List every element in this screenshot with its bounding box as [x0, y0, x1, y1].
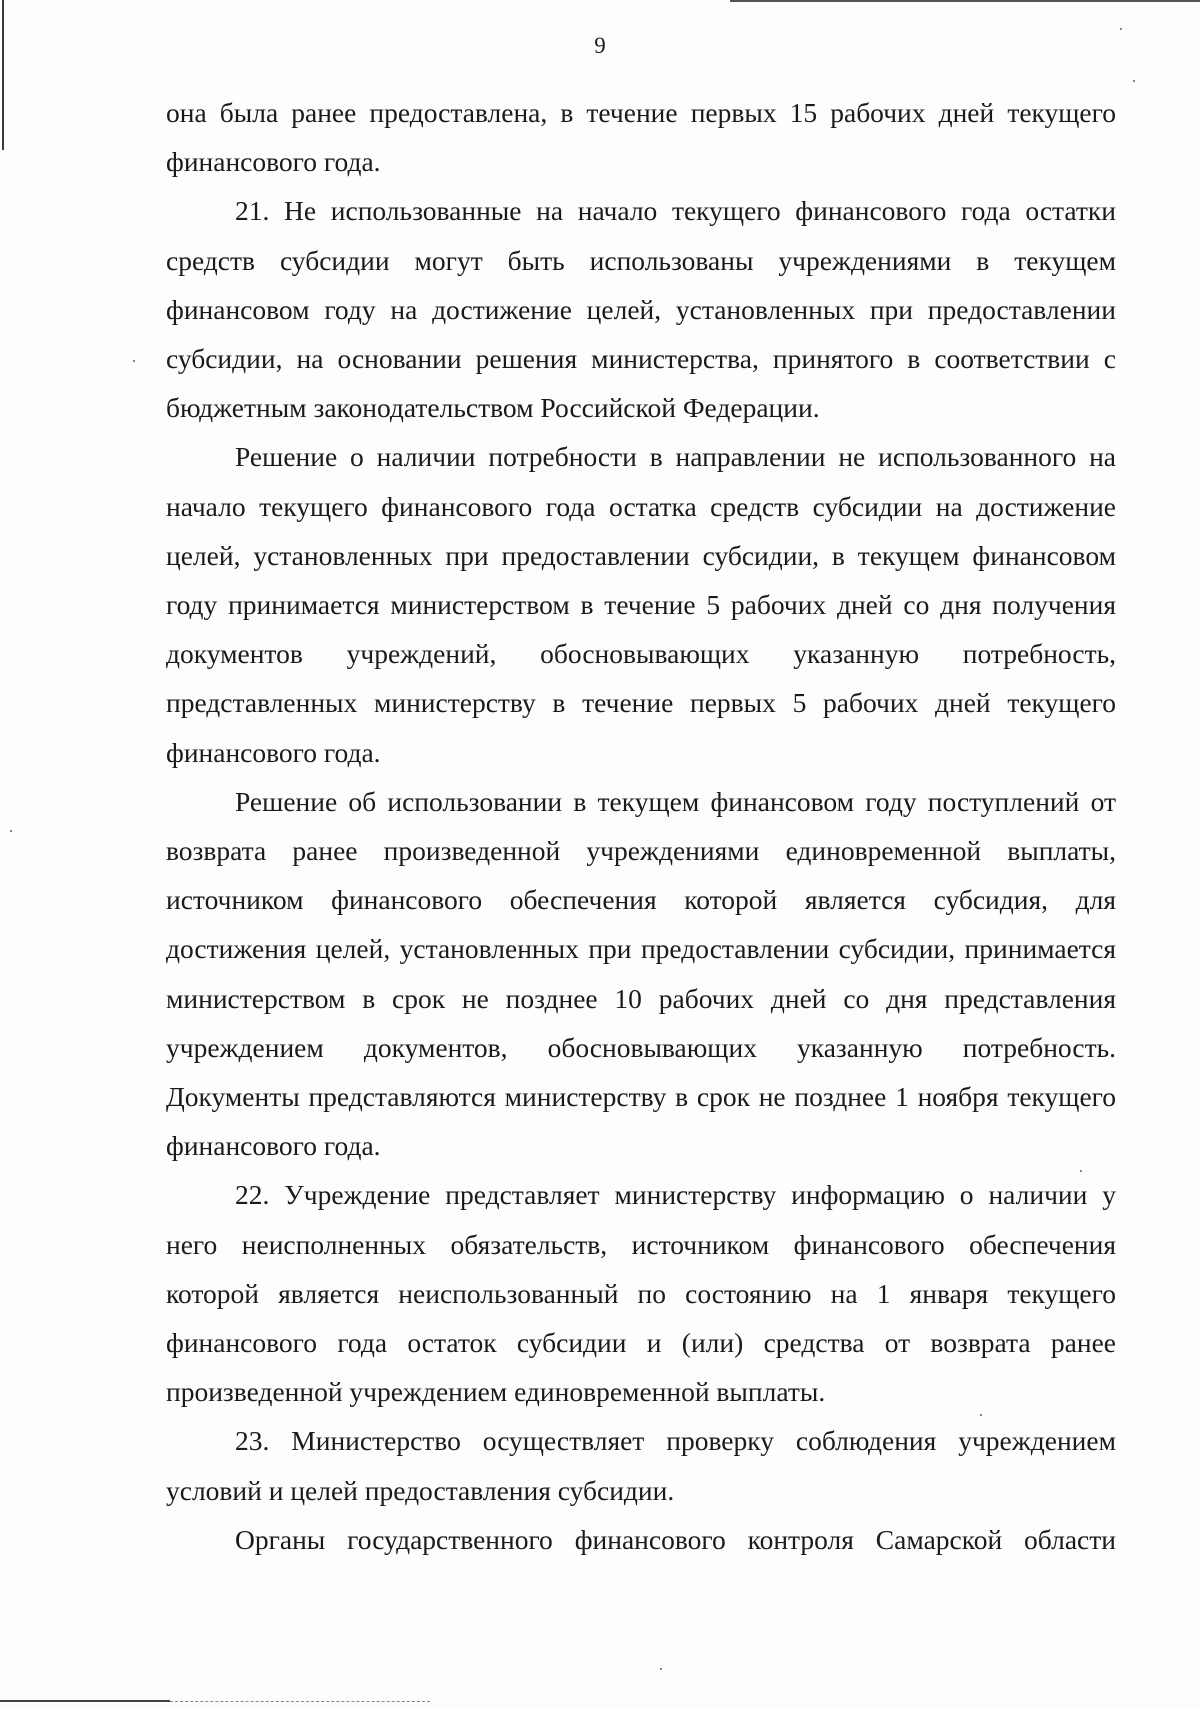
- scan-speck: [1133, 80, 1135, 82]
- page-number: 9: [594, 33, 606, 58]
- paragraph-21: 21. Не использованные на начало текущего финансового года остатки средств субсидии могут быть использованы учреждениями в текущем финансовом году на достижение целей, установленных при предоставлении субсидии, на основании решения министерства, принятого в соответствии с бюджетным законодательством Российской Федерации.: [166, 195, 1116, 424]
- paragraph-23: 23. Министерство осуществляет проверку соблюдения учреждением условий и целей предоставления субсидии.: [166, 1425, 1116, 1506]
- scan-edge-bottom-dashed: [170, 1701, 430, 1703]
- scan-speck: [10, 830, 12, 832]
- paragraph-decision-remainder: Решение о наличии потребности в направлении не использованного на начало текущего финансового года остатка средств субсидии на достижение целей, установленных при предоставлении субсидии, в текущем финансовом году принимается министерством в течение 5 рабочих дней со дня получения документов учреждений, обосновывающих указанную потребность, представленных министерству в течение первых 5 рабочих дней текущего финансового года.: [166, 441, 1116, 768]
- scan-edge-top: [730, 0, 1200, 2]
- scan-edge-left: [2, 0, 4, 150]
- scan-edge-bottom: [0, 1700, 170, 1702]
- scan-speck: [660, 1668, 662, 1670]
- scan-speck: [133, 360, 135, 362]
- document-body: [166, 88, 1116, 1564]
- paragraph-continuation: она была ранее предоставлена, в течение первых 15 рабочих дней текущего финансового года.: [166, 97, 1116, 178]
- paragraph-control-bodies: Органы государственного финансового контроля Самарской области: [235, 1523, 1116, 1555]
- paragraph-22: 22. Учреждение представляет министерству информацию о наличии у него неисполненных обязательств, источником финансового обеспечения которой является неиспользованный по состоянию на 1 января текущего финансового года остаток субсидии и (или) средства от возврата ранее произведенной учреждением единовременной выплаты.: [166, 1179, 1116, 1408]
- paragraph-decision-returns: Решение об использовании в текущем финансовом году поступлений от возврата ранее произведенной учреждениями единовременной выплаты, источником финансового обеспечения которой является субсидия, для достижения целей, установленных при предоставлении субсидии, принимается министерством в срок не позднее 10 рабочих дней со дня представления учреждением документов, обосновывающих указанную потребность. Документы представляются министерству в срок не позднее 1 ноября текущего финансового года.: [166, 785, 1116, 1162]
- scan-speck: [1120, 28, 1122, 30]
